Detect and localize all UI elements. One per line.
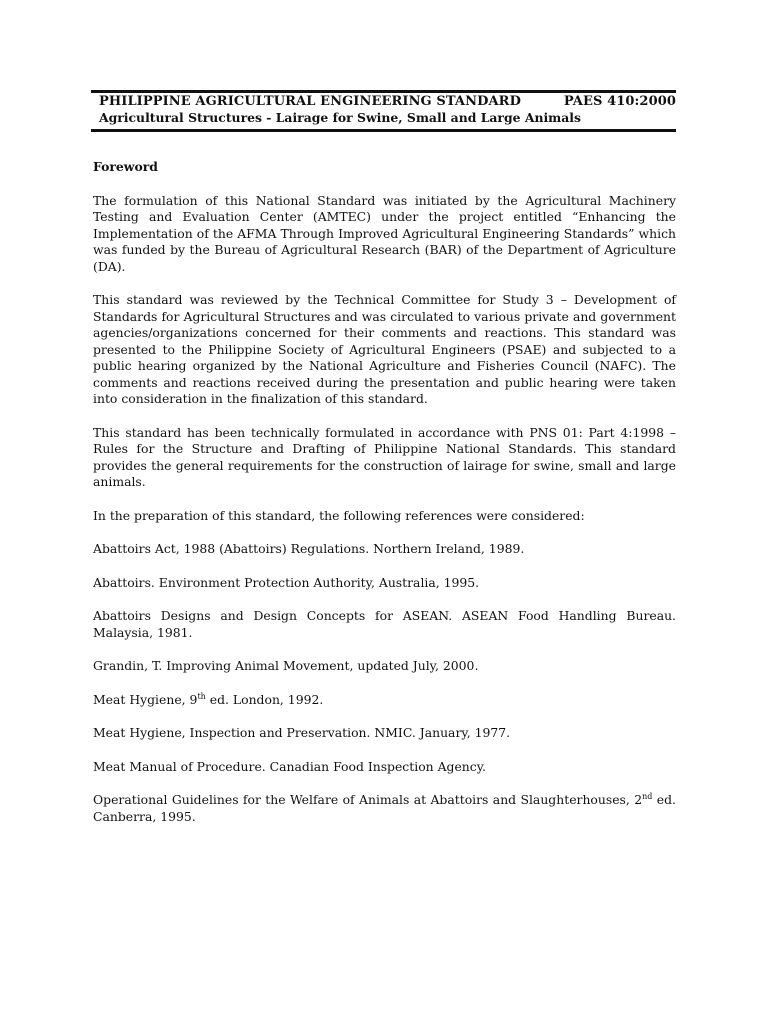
foreword-heading: Foreword	[93, 159, 158, 174]
reference-item: Meat Hygiene, Inspection and Preservation. NMIC. January, 1977.	[93, 725, 511, 740]
reference-item: Grandin, T. Improving Animal Movement, updated July, 2000.	[93, 658, 479, 673]
standard-subtitle: Agricultural Structures - Lairage for Swine, Small and Large Animals	[99, 110, 581, 125]
reference-text: ed. Canberra, 1995.	[93, 792, 676, 824]
foreword-paragraph-2: This standard was reviewed by the Technical Committee for Study 3 – Development of Standards for Agricultural Structures and was circulated to various private and government agencies/organizations concerned for their comments and reactions. This standard was presented to the Philippine Society of Agricultural Engineers (PSAE) and subjected to a public hearing organized by the National Agriculture and Fisheries Council (NAFC). The comments and reactions received during the presentation and public hearing were taken into consideration in the finalization of this standard.	[93, 292, 676, 406]
header-divider	[91, 129, 676, 132]
foreword-paragraph-3: This standard has been technically formulated in accordance with PNS 01: Part 4:1998 – Rules for the Structure and Drafting of Philippine National Standards. This standard provides the general requirements for the construction of lairage for swine, small and large animals.	[93, 424, 676, 489]
reference-text: Meat Hygiene, 9	[93, 691, 198, 707]
reference-item: Abattoirs. Environment Protection Authority, Australia, 1995.	[93, 574, 480, 590]
foreword-paragraph-4: In the preparation of this standard, the following references were considered:	[93, 507, 585, 523]
reference-item: Abattoirs Act, 1988 (Abattoirs) Regulations. Northern Ireland, 1989.	[93, 541, 525, 556]
reference-text: ed. London, 1992.	[205, 691, 324, 707]
superscript: nd	[642, 791, 653, 801]
header-title-row	[91, 90, 676, 109]
superscript: th	[197, 691, 206, 701]
reference-item: Abattoirs Designs and Design Concepts for ASEAN. ASEAN Food Handling Bureau. Malaysia, 1981.	[93, 608, 676, 640]
document-body	[93, 159, 676, 842]
standard-title: PHILIPPINE AGRICULTURAL ENGINEERING STANDARD	[99, 94, 521, 109]
reference-item: Meat Manual of Procedure. Canadian Food Inspection Agency.	[93, 758, 486, 774]
reference-text: Operational Guidelines for the Welfare of Animals at Abattoirs and Slaughterhouses, 2	[93, 792, 643, 807]
document-header	[93, 90, 676, 132]
reference-item	[93, 792, 676, 825]
standard-code: PAES 410:2000	[563, 94, 676, 109]
reference-item	[93, 692, 676, 709]
foreword-paragraph-1: The formulation of this National Standard was initiated by the Agricultural Machinery Testing and Evaluation Center (AMTEC) under the project entitled “Enhancing the Implementation of the AFMA Through Improved Agricultural Engineering Standards” which was funded by the Bureau of Agricultural Research (BAR) of the Department of Agriculture (DA).	[93, 192, 676, 274]
